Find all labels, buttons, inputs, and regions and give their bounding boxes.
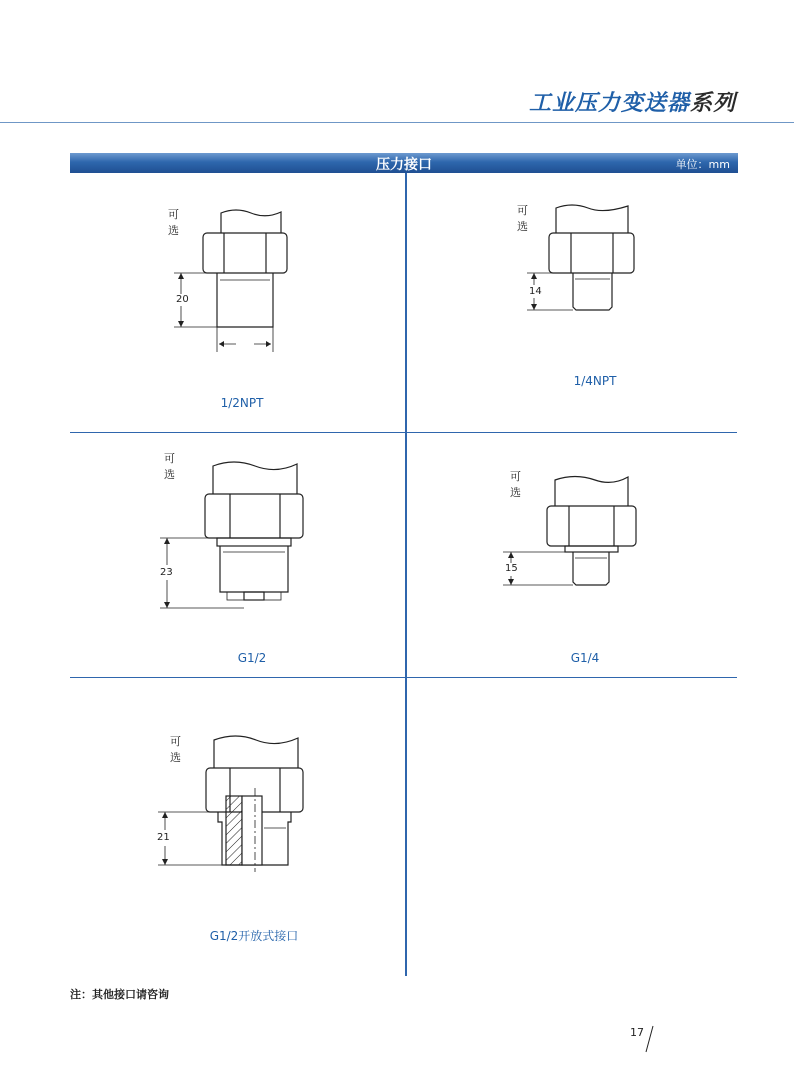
dimension-label: 21 xyxy=(157,832,170,843)
optional-label: 可选 xyxy=(170,735,181,764)
page-number: 17 xyxy=(630,1026,644,1039)
connector-caption: 1/4NPT xyxy=(573,374,617,388)
connector-caption: 1/2NPT xyxy=(220,396,264,410)
optional-label: 可选 xyxy=(164,452,175,481)
optional-label: 可选 xyxy=(517,204,528,233)
dimension-label: 14 xyxy=(529,286,542,297)
optional-label: 可选 xyxy=(510,470,521,499)
connector-caption: G1/4 xyxy=(570,651,600,665)
dimension-label: 15 xyxy=(505,563,518,574)
series-title-blue: 工业压力变送器 xyxy=(528,91,690,116)
dimension-label: 23 xyxy=(160,567,173,578)
unit-label: 单位：mm xyxy=(675,158,730,171)
dimension-label: 20 xyxy=(176,294,189,305)
optional-label: 可选 xyxy=(168,208,179,237)
section-title: 压力接口 xyxy=(376,157,432,173)
connector-caption: G1/2开放式接口 xyxy=(209,929,299,943)
footnote: 注：其他接口请咨询 xyxy=(70,988,169,1001)
connector-caption: G1/2 xyxy=(237,651,267,665)
series-title-dark: 系列 xyxy=(689,91,736,116)
page-slash-mark xyxy=(644,1024,656,1054)
